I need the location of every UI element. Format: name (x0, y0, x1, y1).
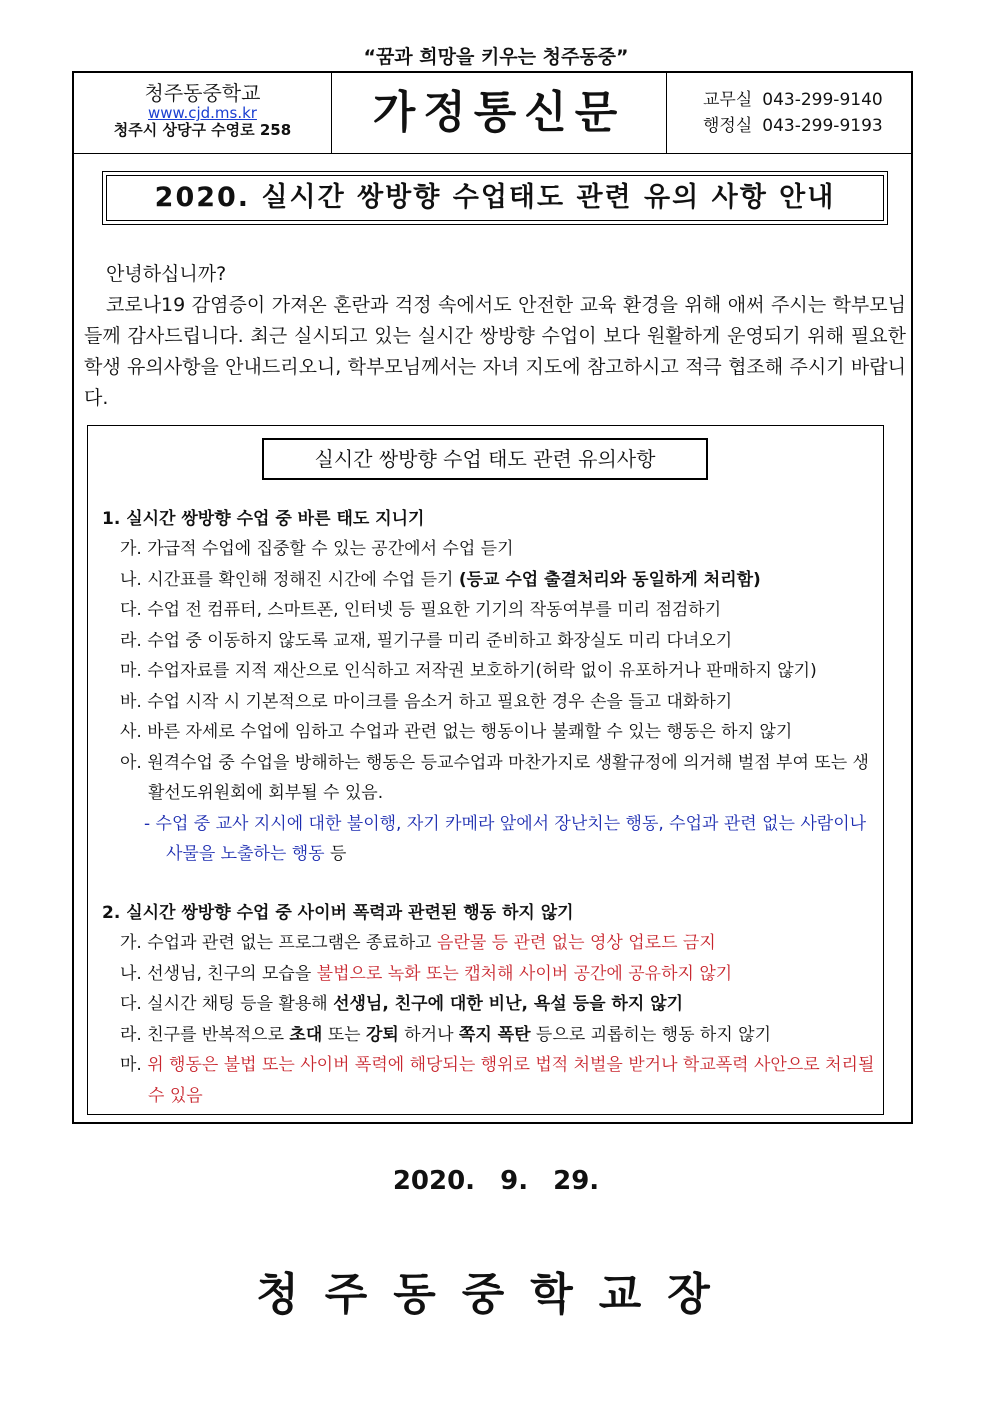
section-heading: 2. 실시간 쌍방향 수업 중 사이버 폭력과 관련된 행동 하지 않기 (102, 903, 574, 923)
newsletter-frame (72, 71, 913, 1124)
item-text: 다. 실시간 채팅 등을 활용해 (120, 994, 328, 1014)
item-text: 하거나 (404, 1024, 454, 1045)
item-emphasis: 선생님, 친구에 대한 비난, 욕설 등을 하지 않기 (333, 994, 684, 1014)
contact-info (667, 87, 911, 139)
list-item: 바. 수업 시작 시 기본적으로 마이크를 음소거 하고 필요한 경우 손을 들고 대화하기 (120, 691, 733, 712)
list-item (102, 565, 877, 596)
list-item (102, 928, 877, 959)
intro-text (84, 259, 906, 414)
item-text: 등으로 괴롭히는 행동 하지 않기 (535, 1024, 772, 1045)
contact-row-admin (667, 113, 911, 139)
section-cyber-violence (102, 898, 877, 1111)
item-warning: 불법으로 녹화 또는 캡처해 사이버 공간에 공유하지 않기 (316, 963, 733, 984)
issue-date: 2020. 9. 29. (392, 1166, 600, 1196)
contact-row-academic (667, 87, 911, 113)
item-note: (등교 수업 출결처리와 동일하게 처리함) (458, 569, 761, 590)
item-text: 또는 (327, 1024, 361, 1045)
list-item: 가. 가급적 수업에 집중할 수 있는 공간에서 수업 듣기 (120, 539, 514, 559)
contact-label: 교무실 (703, 90, 753, 110)
item-emphasis: 강퇴 (365, 1024, 399, 1045)
list-item (102, 989, 877, 1020)
list-item: 다. 수업 전 컴퓨터, 스마트폰, 인터넷 등 필요한 기기의 작동여부를 미리 점검하기 (120, 600, 722, 620)
list-item (102, 1050, 877, 1111)
guideline-title: 실시간 쌍방향 수업 태도 관련 유의사항 (262, 438, 708, 480)
sub-note-end: 등 (330, 844, 347, 864)
section-heading: 1. 실시간 쌍방향 수업 중 바른 태도 지니기 (102, 509, 425, 529)
contact-phone: 043-299-9193 (762, 116, 883, 136)
item-warning: 위 행동은 불법 또는 사이버 폭력에 해당되는 행위로 법적 처벌을 받거나 학교폭력 사안으로 처리될 수 있음 (147, 1055, 875, 1106)
item-emphasis: 쪽지 폭탄 (458, 1024, 531, 1045)
section-classroom-attitude (102, 504, 877, 870)
motto: “꿈과 희망을 키우는 청주동중” (363, 46, 629, 68)
list-item: 아. 원격수업 중 수업을 방해하는 행동은 등교수업과 마찬가지로 생활규정에 의거해 벌점 부여 또는 생활선도위원회에 회부될 수 있음. (120, 752, 869, 803)
school-info (74, 73, 332, 153)
principal-signature: 청주동중학교장 (256, 1269, 736, 1320)
list-item: 라. 수업 중 이동하지 않도록 교재, 필기구를 미리 준비하고 화장실도 미리 다녀오기 (120, 630, 733, 651)
item-warning: 음란물 등 관련 없는 영상 업로드 금지 (437, 933, 716, 953)
school-address: 청주시 상당구 수영로 258 (113, 121, 292, 139)
letterhead (74, 73, 911, 154)
document-title-box (102, 171, 888, 225)
item-emphasis: 초대 (289, 1024, 323, 1045)
contact-phone: 043-299-9140 (762, 90, 883, 110)
newsletter-title: 가정통신문 (332, 73, 667, 153)
sub-note-text: - 수업 중 교사 지시에 대한 불이행, 자기 카메라 앞에서 장난치는 행동, 수업과 관련 없는 사람이나 사물을 노출하는 행동 (144, 813, 867, 864)
greeting: 안녕하십니까? (106, 263, 227, 285)
document-title: 2020. 실시간 쌍방향 수업태도 관련 유의 사항 안내 (106, 175, 884, 221)
contact-label: 행정실 (703, 116, 753, 136)
item-text: 라. 친구를 반복적으로 (120, 1024, 285, 1045)
item-text: 나. 선생님, 친구의 모습을 (120, 963, 312, 984)
item-text: 나. 시간표를 확인해 정해진 시간에 수업 듣기 (120, 569, 454, 590)
guideline-box (87, 425, 884, 1115)
intro-body: 코로나19 감염증이 가져온 혼란과 걱정 속에서도 안전한 교육 환경을 위해 애써 주시는 학부모님들께 감사드립니다. 최근 실시되고 있는 실시간 쌍방향 수업이 보다 원활하게 운영되기 위해 필요한 학생 유의사항을 안내드리오니, 학부모님께서는 자녀 지도에 참고하시고 적극 협조해 주시기 바랍니다. (84, 294, 906, 409)
list-item (102, 959, 877, 990)
list-item (102, 1020, 877, 1051)
school-website-link[interactable]: www.cjd.ms.kr (148, 104, 257, 122)
item-label: 마. (120, 1055, 142, 1075)
list-item: 마. 수업자료를 지적 재산으로 인식하고 저작권 보호하기(허락 없이 유포하거나 판매하지 않기) (120, 661, 817, 681)
sub-note (102, 809, 877, 870)
school-name: 청주동중학교 (144, 81, 261, 105)
item-text: 가. 수업과 관련 없는 프로그램은 종료하고 (120, 933, 432, 953)
list-item: 사. 바른 자세로 수업에 임하고 수업과 관련 없는 행동이나 불쾌할 수 있는 행동은 하지 않기 (120, 722, 793, 742)
